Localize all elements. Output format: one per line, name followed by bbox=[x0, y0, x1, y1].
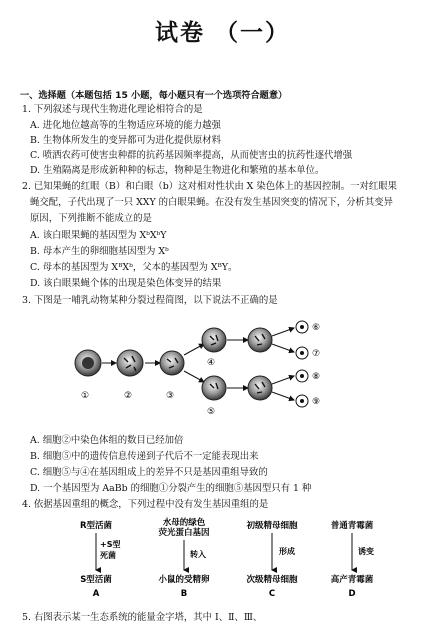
cell-1-label: ① bbox=[81, 391, 90, 401]
cell-8 bbox=[296, 321, 308, 333]
diagram-b-letter: B bbox=[180, 589, 188, 599]
cell-3-label: ③ bbox=[166, 391, 175, 401]
q2-option-d: D. 该白眼果蝇个体的出现是染色体变异的结果 bbox=[30, 278, 222, 289]
page-title: 试卷 （一） bbox=[154, 20, 290, 46]
q2-stem-line2: 蝇交配，子代出现了一只 XXY 的白眼果蝇。在没有发生基因突变的情况下，分析其变异 bbox=[30, 197, 394, 208]
diagram-c-top: 初级精母细胞 bbox=[246, 521, 298, 531]
diagram-d-letter: D bbox=[348, 589, 356, 599]
cell-2 bbox=[117, 350, 143, 376]
q1-option-a: A. 进化地位越高等的生物适应环境的能力越强 bbox=[30, 120, 221, 131]
q3-option-d: D. 一个基因型为 AaBb 的细胞①分裂产生的细胞⑤基因型只有 1 种 bbox=[30, 483, 312, 494]
cell-3 bbox=[160, 351, 184, 375]
section-heading: 一、选择题（本题包括 15 小题，每小题只有一个选项符合题意） bbox=[20, 90, 288, 101]
diagram-c-letter: C bbox=[268, 589, 276, 599]
cell-4 bbox=[202, 328, 226, 352]
arrow-6-9 bbox=[272, 344, 294, 352]
arrow-7-10 bbox=[272, 376, 294, 384]
q2-option-c: C. 母本的基因型为 XᴮXᵇ，父本的基因型为 XᴮY。 bbox=[30, 262, 238, 273]
q1-stem: 1. 下列叙述与现代生物进化理论相符合的是 bbox=[22, 104, 203, 115]
cell-10 bbox=[296, 370, 308, 382]
diagram-a bbox=[80, 520, 120, 599]
cell-5-label: ⑤ bbox=[207, 407, 216, 417]
cell-7 bbox=[248, 376, 272, 400]
diagram-a-bottom: S型活菌 bbox=[80, 575, 112, 585]
cell-5 bbox=[202, 376, 226, 400]
q3-option-c: C. 细胞⑤与④在基因组成上的差异不只是基因重组导致的 bbox=[30, 467, 268, 478]
q3-stem: 3. 下图是一哺乳动物某种分裂过程简图，以下说法不正确的是 bbox=[22, 295, 278, 306]
diagram-b-bottom: 小鼠的受精卵 bbox=[158, 575, 210, 585]
cell-2-label: ② bbox=[124, 391, 133, 401]
cell-8-label: ⑥ bbox=[312, 323, 321, 333]
arrow-3-5 bbox=[184, 371, 204, 382]
q5-stem: 5. 右图表示某一生态系统的能量金字塔，其中 Ⅰ、Ⅱ、Ⅲ、 bbox=[22, 612, 263, 623]
cell-9 bbox=[296, 347, 308, 359]
q3-option-b: B. 细胞⑤中的遗传信息传递到子代后不一定能表现出来 bbox=[30, 451, 259, 462]
diagram-a-arrow-2: 死菌 bbox=[100, 551, 116, 560]
cell-11 bbox=[296, 395, 308, 407]
q2-option-a: A. 该白眼果蝇的基因型为 XᵇXᵇY bbox=[30, 230, 167, 241]
q2-option-b: B. 母本产生的卵细胞基因型为 Xᵇ bbox=[30, 246, 169, 257]
arrow-3-4 bbox=[184, 344, 204, 355]
diagram-b bbox=[158, 517, 210, 599]
q2-stem-line3: 原因，下列推断不能成立的是 bbox=[30, 213, 152, 224]
cell-6 bbox=[248, 328, 272, 352]
arrow-7-11 bbox=[272, 392, 294, 400]
cell-1 bbox=[75, 350, 101, 376]
cell-4-label: ④ bbox=[207, 358, 216, 368]
q1-option-d: D. 生殖隔离是形成新种种的标志，物种是生物进化和繁殖的基本单位。 bbox=[30, 165, 325, 176]
diagram-a-arrow-1: +S型 bbox=[100, 540, 121, 549]
diagram-a-top: R型活菌 bbox=[79, 521, 113, 531]
q4-stem: 4. 依据基因重组的概念，下列过程中没有发生基因重组的是 bbox=[22, 499, 269, 510]
arrow-6-8 bbox=[272, 328, 294, 336]
diagram-c bbox=[245, 520, 298, 599]
diagram-d-top: 普通青霉菌 bbox=[330, 521, 374, 531]
diagram-c-arrow: 形成 bbox=[279, 547, 295, 556]
diagram-d bbox=[331, 520, 374, 599]
diagram-b-arrow: 转入 bbox=[190, 550, 206, 559]
recombination-diagrams bbox=[0, 516, 445, 606]
q2-stem-line1: 2. 已知果蝇的红眼（B）和白眼（b）这对相对性状由 X 染色体上的基因控制。一对红眼果 bbox=[22, 181, 397, 192]
diagram-b-top-2: 荧光蛋白基因 bbox=[158, 528, 210, 538]
cell-10-label: ⑧ bbox=[312, 372, 321, 382]
q1-option-b: B. 生物体所发生的变异都可为进化提供原材料 bbox=[30, 135, 221, 146]
cell-11-label: ⑨ bbox=[312, 397, 321, 407]
diagram-c-bottom: 次级精母细胞 bbox=[246, 575, 298, 585]
cell-division-diagram bbox=[0, 318, 445, 423]
cell-9-label: ⑦ bbox=[312, 349, 321, 359]
q3-option-a: A. 细胞②中染色体组的数目已经加倍 bbox=[30, 435, 184, 446]
diagram-b-top-1: 水母的绿色 bbox=[162, 518, 206, 528]
diagram-a-letter: A bbox=[92, 589, 100, 599]
q1-option-c: C. 喷洒农药可使害虫种群的抗药基因频率提高，从而使害虫的抗药性逐代增强 bbox=[30, 150, 353, 161]
diagram-d-arrow: 诱变 bbox=[358, 547, 374, 556]
diagram-d-bottom: 高产青霉菌 bbox=[330, 575, 374, 585]
